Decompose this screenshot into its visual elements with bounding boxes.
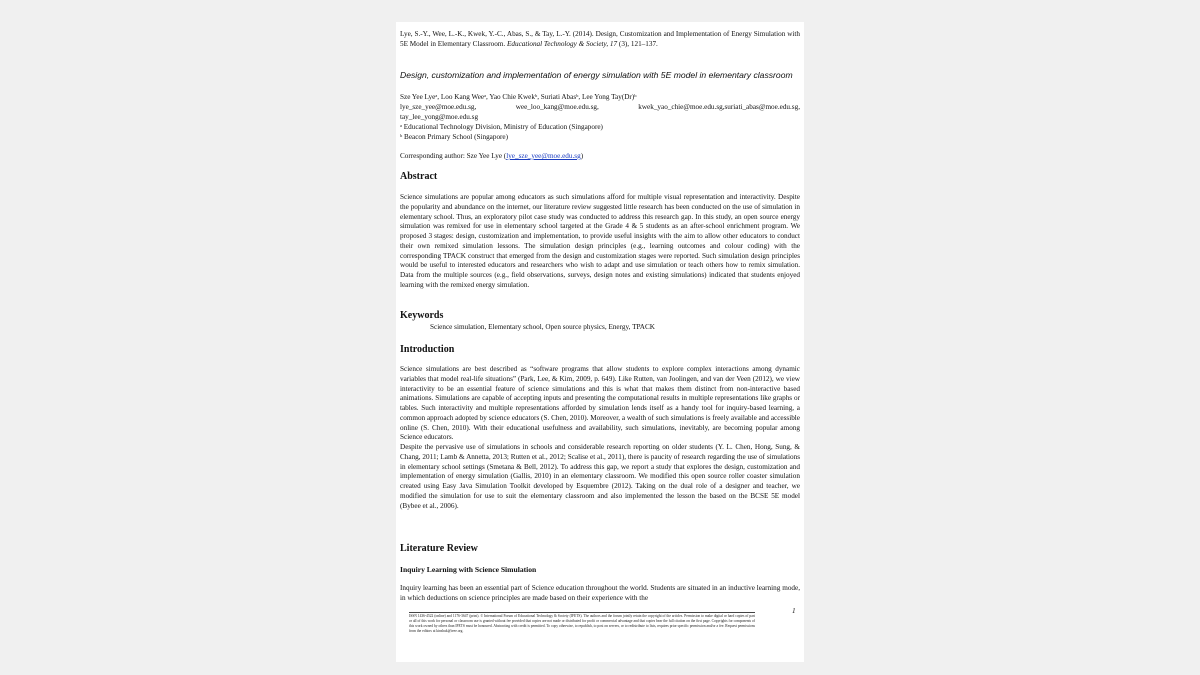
affiliation-b: ᵇ Beacon Primary School (Singapore) xyxy=(400,133,509,141)
author-block xyxy=(400,92,800,142)
inquiry-subsection xyxy=(400,565,800,575)
literature-section xyxy=(400,543,800,555)
abstract-heading: Abstract xyxy=(400,171,438,182)
author-emails-cont: tay_lee_yong@moe.edu.sg xyxy=(400,113,479,121)
author-names: Sze Yee Lyeᵃ, Loo Kang Weeᵃ, Yao Chie Kwekᵇ, Suriati Abasᵇ, Lee Yong Tay(Dr)ᵇ xyxy=(400,93,637,101)
literature-body: Inquiry learning has been an essential part of Science education throughout the world. Students are situated in an inductive learning mode, in which deductions on science principles are made based on their experience with the xyxy=(400,584,800,602)
literature-heading: Literature Review xyxy=(400,543,478,554)
introduction-section xyxy=(400,344,800,356)
introduction-body xyxy=(400,365,800,511)
paper-title: Design, customization and implementation of energy simulation with 5E model in elementary classroom xyxy=(400,70,793,80)
copyright-footnote: ISSN 1436-4522 (online) and 1176-3647 (print). © International Forum of Educational Technology & Society (IFETS). The authors and the forum jointly retain the copyright of the articles. Permission to make digital or hard copies of part or all of this work for personal or classroom use is granted without fee provided that copies are not made or distributed for profit or commercial advantage and that copies bear the full citation on the first page. Copyrights for components of this work owned by others than IFETS must be honoured. Abstracting with credit is permitted. To copy otherwise, to republish, to post on servers, or to redistribute to lists, requires prior specific permission and/or a fee. Request permissions from the editors at kinshuk@ieee.org. xyxy=(409,614,755,633)
corresponding-close: ) xyxy=(580,152,584,160)
keywords-body: Science simulation, Elementary school, Open source physics, Energy, TPACK xyxy=(430,323,655,331)
paper-page xyxy=(396,22,804,662)
corresponding-email-link[interactable]: lye_sze_yee@moe.edu.sg xyxy=(506,152,581,160)
citation-issue: (3), 121–137. xyxy=(618,39,658,48)
citation xyxy=(400,30,800,49)
introduction-paragraph-2: Despite the pervasive use of simulations in schools and considerable research reporting on older students (Y. L. Chen, Hong, Sung, & Chang, 2011; Lamb & Annetta, 2013; Rutten et al., 2012; Scalise et al., 2011), there is paucity of research regarding the use of simulations in elementary school settings (Smetana & Bell, 2012). To address this gap, we report a study that explores the design, customization and implementation of energy simulation (Gallis, 2010) in an elementary classroom. We modified this open source roller coaster simulation created using Easy Java Simulation Toolkit developed by Esquembre (2012). Taking on the dual role of a designer and teacher, we modified the simulation for use to suit the elementary classroom and also implemented the lesson the based on the BCSE 5E model (Bybee et al., 2006). xyxy=(400,443,800,510)
keywords-heading: Keywords xyxy=(400,310,444,321)
abstract-body: Science simulations are popular among educators as such simulations afford for multiple visual representation and interactivity. Despite the popularity and abundance on the internet, our literature review suggested little research has been conducted on the use of simulation in elementary school. Thus, an exploratory pilot case study was conducted to address this research gap. In this study, an open source energy simulation was remixed for use in elementary school targeted at the Grade 4 & 5 students as an after-school enrichment program. We proposed 3 stages: design, customization and implementation, to provide useful insights with the aim to allow other educators to conduct their own remixed simulation lessons. The simulation design principles (e.g., learning outcomes and colour coding) with the corresponding TPACK construct that emerged from the design and customization stages were reported. Such simulation design principles would be useful to interested educators and researchers who wish to adapt and use simulation or teach others how to remix simulation. Data from the multiple sources (e.g., field observations, surveys, design notes and existing simulations) indicated that students enjoyed learning with the remixed energy simulation. xyxy=(400,193,800,289)
affiliation-a: ᵃ Educational Technology Division, Ministry of Education (Singapore) xyxy=(400,123,603,131)
keywords-section xyxy=(400,310,800,322)
abstract-section xyxy=(400,171,800,183)
citation-journal: Educational Technology & Society, 17 xyxy=(507,39,618,48)
author-emails: lye_sze_yee@moe.edu.sg, wee_loo_kang@moe.edu.sg, kwek_yao_chie@moe.edu.sg,suriati_abas@moe.edu.sg, xyxy=(400,103,800,111)
introduction-heading: Introduction xyxy=(400,344,455,355)
footnote-divider xyxy=(409,612,755,613)
corresponding-label: Corresponding author: Sze Yee Lye ( xyxy=(400,152,507,160)
citation-text: Lye, S.-Y., Wee, L.-K., Kwek, Y.-C., Abas, S., & Tay, L.-Y. (2014). Design, Customization and Implementation of Energy Simulation with 5E Model in Elementary Classroom. xyxy=(400,30,800,48)
inquiry-subheading: Inquiry Learning with Science Simulation xyxy=(400,565,537,574)
page-number: 1 xyxy=(792,607,796,615)
introduction-paragraph-1: Science simulations are best described as “software programs that allow students to explore complex interactions among dynamic variables that model real-life situations” (Park, Lee, & Kim, 2009, p. 649). Like Rutten, van Joolingen, and van der Veen (2012), we view interactivity to be an essential feature of science simulations and this is what that makes them distinct from non-interactive based animations. Simulations are capable of accepting inputs and presenting the computational results in multiple representations like graphs or tables. Such interactivity and multiple representations afforded by simulation lends itself as a handy tool for inquiry-based learning, a common approach adopted by science educators (S. Chen, 2010). Moreover, a wealth of such simulations is freely available and accessible online (S. Chen, 2010). With their educational usefulness and availability, such simulations, inevitably, are becoming popular among Science educators. xyxy=(400,365,800,442)
corresponding-author xyxy=(400,151,800,161)
